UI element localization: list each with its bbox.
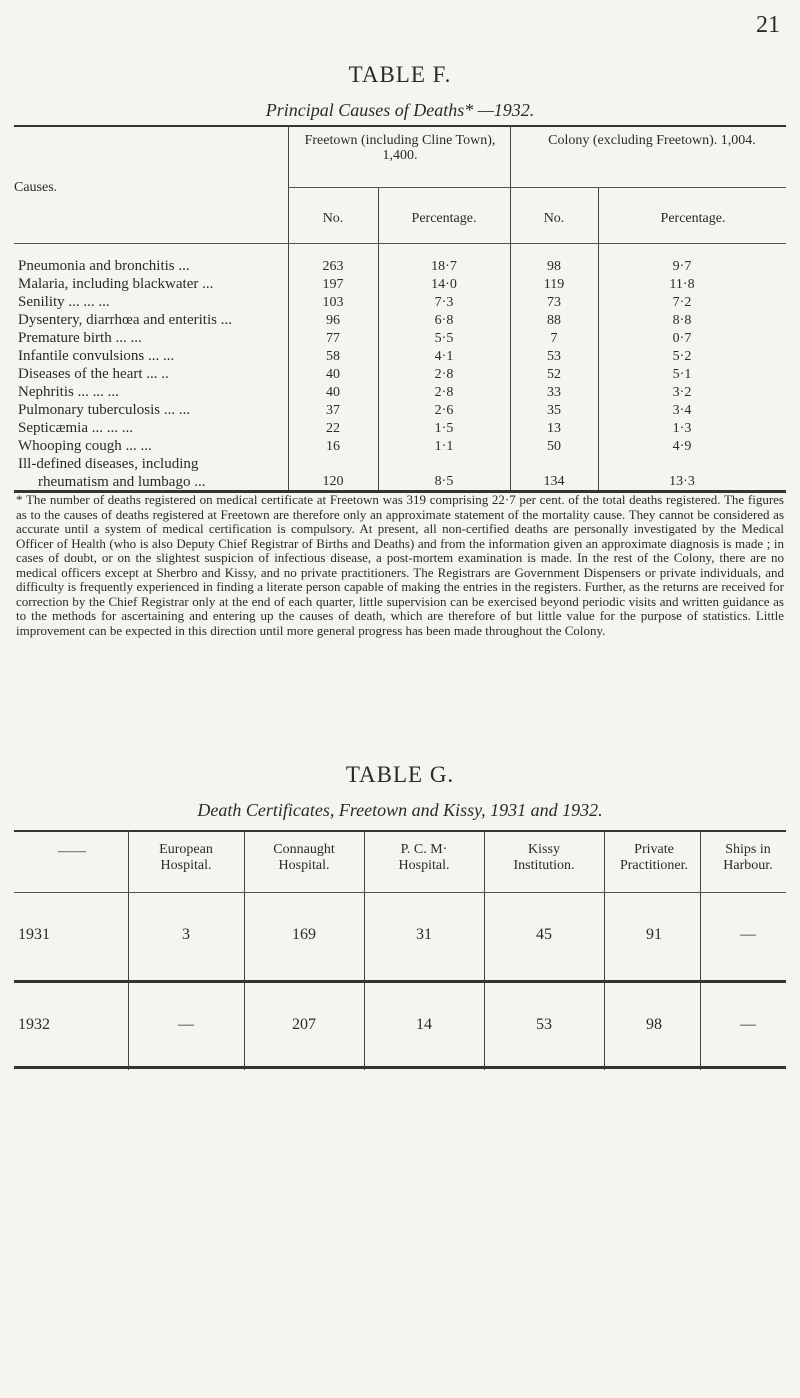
freetown-no: 58 xyxy=(326,349,340,364)
colony-pct-header: Percentage. xyxy=(660,211,726,226)
col-header: European Hospital. xyxy=(159,842,213,873)
freetown-pct: 1·1 xyxy=(434,439,454,454)
table-row-cause: Premature birth ... ... xyxy=(18,330,142,346)
table-row-cause-cont: rheumatism and lumbago ... xyxy=(38,474,206,490)
table-row-cause: Pulmonary tuberculosis ... ... xyxy=(18,402,191,418)
freetown-pct: 2·8 xyxy=(434,385,454,400)
colony-no: 88 xyxy=(547,313,561,328)
col-header: Private Practitioner. xyxy=(619,842,689,873)
freetown-pct: 1·5 xyxy=(434,421,454,436)
freetown-no: 22 xyxy=(326,421,340,436)
table-cell: 207 xyxy=(292,1016,316,1033)
colony-pct: 5·1 xyxy=(672,367,692,382)
freetown-no-header: No. xyxy=(322,211,344,226)
freetown-pct: 6·8 xyxy=(434,313,454,328)
colony-no: 134 xyxy=(543,474,565,489)
table-row-cause: Nephritis ... ... ... xyxy=(18,384,119,400)
table-cell: 53 xyxy=(536,1016,552,1033)
freetown-no: 40 xyxy=(326,367,340,382)
colony-no: 33 xyxy=(547,385,561,400)
corner-dash: —— xyxy=(58,844,86,859)
freetown-no: 96 xyxy=(326,313,340,328)
colony-pct: 1·3 xyxy=(672,421,692,436)
colony-no: 35 xyxy=(547,403,561,418)
freetown-no: 103 xyxy=(322,295,344,310)
colony-pct: 5·2 xyxy=(672,349,692,364)
colony-no: 52 xyxy=(547,367,561,382)
colony-pct: 4·9 xyxy=(672,439,692,454)
freetown-pct: 14·0 xyxy=(431,277,457,292)
table-row-cause: Malaria, including blackwater ... xyxy=(18,276,214,292)
colony-header: Colony (excluding Freetown). 1,004. xyxy=(548,133,756,148)
causes-header: Causes. xyxy=(14,180,58,195)
table-cell: 45 xyxy=(536,926,552,943)
freetown-pct: 18·7 xyxy=(431,259,457,274)
page-number: 21 xyxy=(756,12,780,38)
table-cell: — xyxy=(740,926,756,943)
table-row-cause: Septicæmia ... ... ... xyxy=(18,420,133,436)
table-f-label: TABLE F. xyxy=(348,62,452,87)
colony-pct: 0·7 xyxy=(672,331,692,346)
table-row-cause: Infantile convulsions ... ... xyxy=(18,348,175,364)
row-year: 1932 xyxy=(18,1016,50,1033)
freetown-no: 263 xyxy=(322,259,344,274)
colony-no: 119 xyxy=(543,277,565,292)
col-header: Ships in Harbour. xyxy=(723,842,773,873)
table-row-cause: Ill-defined diseases, including xyxy=(18,456,199,472)
colony-no: 7 xyxy=(550,331,558,346)
table-cell: 31 xyxy=(416,926,432,943)
colony-no: 53 xyxy=(547,349,561,364)
table-cell: — xyxy=(178,1016,194,1033)
col-header: Kissy Institution. xyxy=(513,842,575,873)
freetown-no: 16 xyxy=(326,439,340,454)
colony-no-header: No. xyxy=(543,211,565,226)
col-header: Connaught Hospital. xyxy=(273,842,335,873)
freetown-pct: 2·8 xyxy=(434,367,454,382)
freetown-no: 40 xyxy=(326,385,340,400)
freetown-pct: 2·6 xyxy=(434,403,454,418)
row-year: 1931 xyxy=(18,926,50,943)
colony-no: 13 xyxy=(547,421,561,436)
table-row-cause: Senility ... ... ... xyxy=(18,294,110,310)
colony-pct: 3·4 xyxy=(672,403,692,418)
colony-pct: 11·8 xyxy=(669,277,695,292)
colony-pct: 9·7 xyxy=(672,259,692,274)
table-f-title: Principal Causes of Deaths* —1932. xyxy=(265,100,535,120)
colony-pct: 8·8 xyxy=(672,313,692,328)
table-f xyxy=(0,125,800,495)
table-g-title: Death Certificates, Freetown and Kissy, 1931 and 1932. xyxy=(197,800,603,820)
freetown-no: 37 xyxy=(326,403,340,418)
table-cell: 98 xyxy=(646,1016,662,1033)
colony-no: 50 xyxy=(547,439,561,454)
freetown-pct: 5·5 xyxy=(434,331,454,346)
col-header: P. C. M· Hospital. xyxy=(398,842,450,873)
table-row-cause: Pneumonia and bronchitis ... xyxy=(18,258,190,274)
freetown-pct-header: Percentage. xyxy=(411,211,477,226)
freetown-pct: 4·1 xyxy=(434,349,454,364)
table-g-label: TABLE G. xyxy=(345,762,455,787)
table-cell: 3 xyxy=(182,926,190,943)
freetown-pct: 8·5 xyxy=(434,474,454,489)
table-row-cause: Diseases of the heart ... .. xyxy=(18,366,169,382)
table-cell: 91 xyxy=(646,926,662,943)
freetown-no: 120 xyxy=(322,474,344,489)
colony-pct: 3·2 xyxy=(672,385,692,400)
colony-no: 73 xyxy=(547,295,561,310)
table-f-footnote: * The number of deaths registered on medical certificate at Freetown was 319 comprising 22·7 per cent. of the total deaths registered. The figures as to the causes of deaths registered at Freetown are therefore only an approximate statement of the mortality cause. They cannot be considered as accurate until a system of medical certification is compulsory. At present, all non-certified deaths are personally investigated by the Medical Officer of Health (who is also Deputy Chief Registrar of Births and Deaths) and from the information given an approximate diagnosis is made ; in cases of doubt, or on the slightest suspicion of infectious disease, a post-mortem examination is made. In the rest of the Colony, there are no medical officers except at Sherbro and Kissy, and no private practitioners. The Registrars are Government Dispensers or private individuals, and difficulty is frequently experienced in finding a literate person capable of making the entries in the registers. Further, as the returns are received for correction by the Chief Registrar only at the end of each quarter, little supervision can be exercised beyond periodic visits and written guidance as to the methods for ascertaining and entering up the causes of death, which are therefore of but little value for the purpose of statistics. Little improvement can be expected in this direction until more general progress has been made throughout the Colony. xyxy=(16,492,784,638)
freetown-header: Freetown (including Cline Town), 1,400. xyxy=(304,133,496,163)
freetown-pct: 7·3 xyxy=(434,295,454,310)
table-cell: 169 xyxy=(292,926,316,943)
table-cell: — xyxy=(740,1016,756,1033)
table-cell: 14 xyxy=(416,1016,432,1033)
colony-pct: 7·2 xyxy=(672,295,692,310)
colony-pct: 13·3 xyxy=(669,474,695,489)
colony-no: 98 xyxy=(547,259,561,274)
freetown-no: 197 xyxy=(322,277,344,292)
freetown-no: 77 xyxy=(326,331,340,346)
table-row-cause: Whooping cough ... ... xyxy=(18,438,152,454)
table-row-cause: Dysentery, diarrhœa and enteritis ... xyxy=(18,312,232,328)
